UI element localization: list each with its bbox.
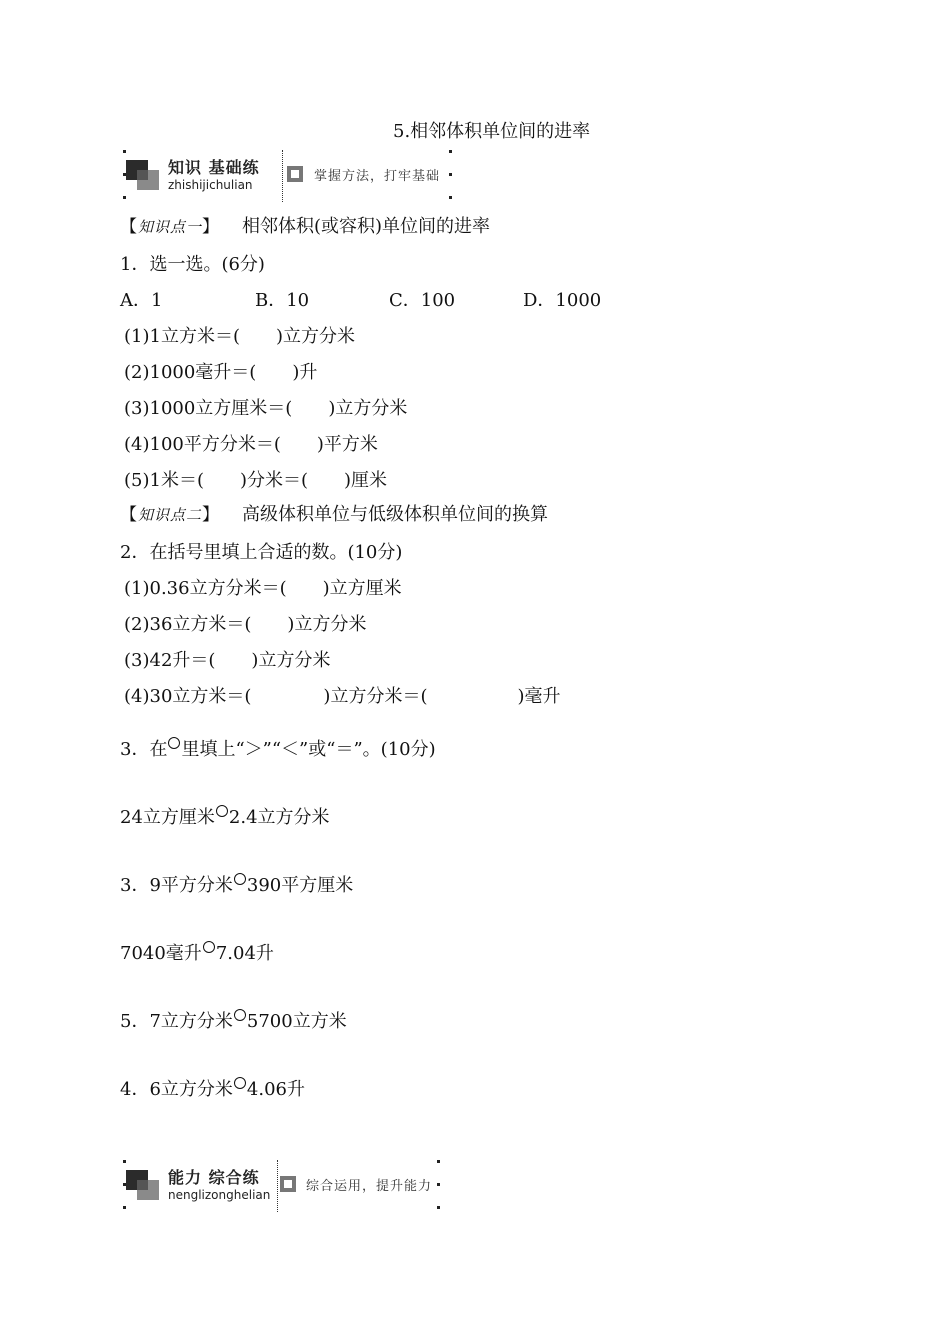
square-icon (287, 166, 303, 182)
compare-item (120, 803, 330, 829)
compare-right: 7.04升 (215, 943, 274, 964)
section-logo-icon (126, 1170, 160, 1200)
answer-circle-icon[interactable] (203, 941, 215, 953)
section-banner-ability (120, 1158, 444, 1214)
banner-name: 知识 基础练 (168, 158, 260, 177)
compare-item (120, 1075, 305, 1101)
banner-motto: 掌握方法，打牢基础 (314, 169, 441, 184)
section-logo-icon (126, 160, 160, 190)
page-title: 5.相邻体积单位间的进率 (393, 121, 591, 142)
compare-right: 2.4立方分米 (228, 807, 330, 828)
compare-item (120, 939, 274, 965)
knowledge-point-1: 【知识点一】 相邻体积(或容积)单位间的进率 (120, 216, 491, 237)
compare-left: 4．6立方分米 (120, 1079, 233, 1100)
kp-tag: 知识点一 (138, 218, 203, 236)
compare-left: 5．7立方分米 (120, 1011, 233, 1032)
knowledge-point-2: 【知识点二】 高级体积单位与低级体积单位间的换算 (120, 504, 549, 525)
question-item: (1)1立方米＝( )立方分米 (124, 326, 355, 347)
circle-icon (168, 737, 180, 749)
kp-tag: 知识点二 (138, 506, 203, 524)
compare-item (120, 871, 353, 897)
question-3-stem (120, 735, 436, 761)
question-item: (5)1米＝( )分米＝( )厘米 (124, 470, 388, 491)
section-banner-basic (120, 148, 456, 204)
answer-circle-icon[interactable] (234, 873, 246, 885)
kp-text: 相邻体积(或容积)单位间的进率 (242, 216, 491, 237)
compare-left: 3．9平方分米 (120, 875, 233, 896)
option-b: B．10 (255, 290, 310, 311)
question-item: (4)100平方分米＝( )平方米 (124, 434, 378, 455)
answer-circle-icon[interactable] (234, 1077, 246, 1089)
compare-right: 5700立方米 (246, 1011, 347, 1032)
question-item: (3)42升＝( )立方分米 (124, 650, 331, 671)
question-item: (2)36立方米＝( )立方分米 (124, 614, 367, 635)
square-icon (280, 1176, 296, 1192)
question-item: (4)30立方米＝( )立方分米＝( )毫升 (124, 686, 561, 707)
banner-pinyin: nenglizonghelian (168, 1188, 271, 1202)
compare-item (120, 1007, 347, 1033)
banner-name: 能力 综合练 (168, 1168, 260, 1187)
stem-part: 里填上“＞”“＜”或“＝”。(10分) (181, 739, 436, 760)
compare-left: 24立方厘米 (120, 807, 215, 828)
kp-text: 高级体积单位与低级体积单位间的换算 (242, 504, 549, 525)
compare-right: 4.06升 (246, 1079, 305, 1100)
question-item: (3)1000立方厘米＝( )立方分米 (124, 398, 408, 419)
question-item: (2)1000毫升＝( )升 (124, 362, 318, 383)
question-item: (1)0.36立方分米＝( )立方厘米 (124, 578, 402, 599)
compare-left: 7040毫升 (120, 943, 202, 964)
stem-part: 3．在 (120, 739, 168, 760)
banner-pinyin: zhishijichulian (168, 178, 253, 192)
option-a: A．1 (120, 290, 163, 311)
compare-right: 390平方厘米 (246, 875, 354, 896)
option-d: D．1000 (523, 290, 602, 311)
banner-motto: 综合运用，提升能力 (306, 1179, 433, 1194)
question-1-stem: 1．选一选。(6分) (120, 254, 265, 275)
answer-circle-icon[interactable] (216, 805, 228, 817)
option-c: C．100 (389, 290, 456, 311)
answer-circle-icon[interactable] (234, 1009, 246, 1021)
question-2-stem: 2．在括号里填上合适的数。(10分) (120, 542, 403, 563)
